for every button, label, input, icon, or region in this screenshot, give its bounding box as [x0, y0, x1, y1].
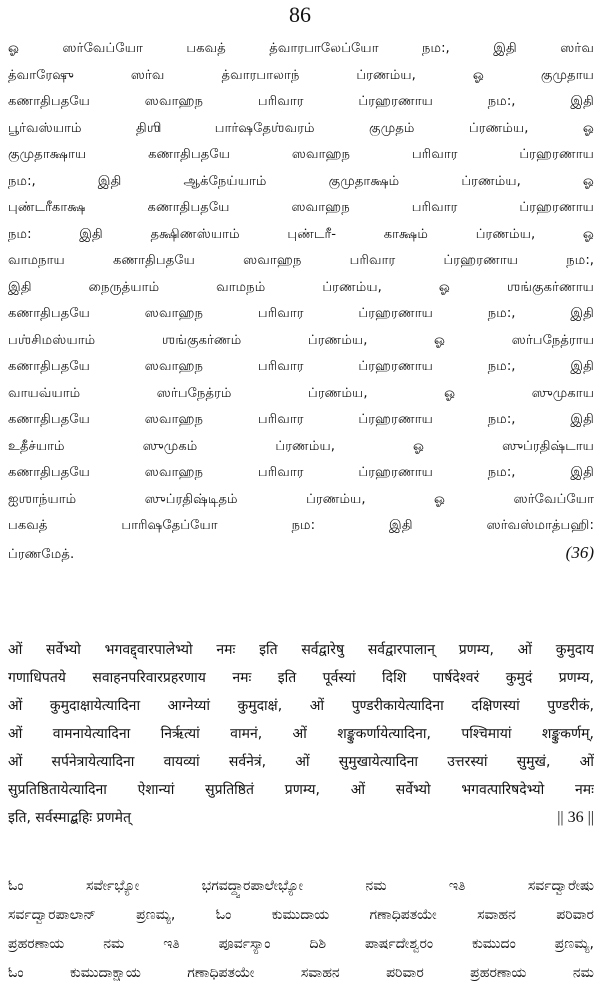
text-line: உதீச்யாம் ஸுமுகம் ப்ரணம்ய, ஓ ஸுப்ரதிஷ்டாய	[8, 438, 594, 454]
text-line: ओं सर्वेभ्यो भगवद्द्वारपालेभ्यो नमः इति सर्वद्वारेषु सर्वद्वारपालान् प्रणम्य, ओं कुमुदाय	[8, 642, 594, 658]
page-number: 86	[289, 2, 311, 27]
text-line-final	[8, 540, 594, 569]
text-line: பஶ்சிமஸ்யாம் ஶங்குகர்ணம் ப்ரணம்ய, ஓ ஸர்பநேத்ராய	[8, 332, 594, 348]
text-line: ಓಂ ಕುಮುದಾಕ್ಷಾಯ ಗಣಾಧಿಪತಯೇ ಸವಾಹನ ಪರಿವಾರ ಪ್ರಹರಣಾಯ ನಮ	[8, 965, 594, 981]
text-line: கணாதிபதயே ஸவாஹந பரிவார ப்ரஹரணாய நம:, இதி	[8, 94, 594, 109]
text-line: ओं सर्पनेत्रायेत्यादिना वायव्यां सर्वनेत्रं, ओं सुमुखायेत्यादिना उत्तरस्यां सुमुखं, ओं	[8, 754, 594, 770]
final-line-text: ப்ரணமேத்.	[8, 546, 75, 562]
kannada-transliteration	[8, 872, 594, 988]
text-line: நம: இதி தக்ஷிணஸ்யாம் புண்டரீ- காக்ஷம் ப்ரணம்ய, ஓ	[8, 226, 594, 242]
text-line: பூர்வஸ்யாம் திஶி பார்ஷதேஶ்வரம் குமுதம் ப்ரணம்ய, ஓ	[8, 120, 594, 136]
text-line: கணாதிபதயே ஸவாஹந பரிவார ப்ரஹரணாய நம:, இதி	[8, 412, 594, 427]
text-line: ಪ್ರಹರಣಾಯ ನಮ ಇತಿ ಪೂರ್ವಸ್ಯಾಂ ದಿಶಿ ಪಾರ್ಷದೇಶ್ವರಂ ಕುಮುದಂ ಪ್ರಣಮ್ಯ,	[8, 936, 594, 952]
text-line: இதி நைருத்யாம் வாமநம் ப்ரணம்ய, ஓ ஶங்குகர்ணாய	[8, 279, 594, 295]
text-line: கணாதிபதயே ஸவாஹந பரிவார ப்ரஹரணாய நம:, இதி	[8, 306, 594, 321]
text-line: ஓ ஸர்வேப்யோ பகவத் த்வாரபாலேப்யோ நம:, இதி ஸர்வ	[8, 41, 594, 56]
text-line: ओं वामनायेत्यादिना निर्ऋत्यां वामनं, ओं शङ्कुकर्णायेत्यादिना, पश्चिमायां शङ्कुकर्णम्,	[8, 726, 594, 742]
text-line: வாமநாய கணாதிபதயே ஸவாஹந பரிவார ப்ரஹரணாய நம:,	[8, 253, 594, 268]
text-line: ஐஶாந்யாம் ஸுப்ரதிஷ்டிதம் ப்ரணம்ய, ஓ ஸர்வேப்யோ	[8, 491, 594, 507]
sanskrit-devanagari-text	[8, 636, 594, 832]
text-line: ಸರ್ವದ್ವಾರಪಾಲಾನ್ ಪ್ರಣಮ್ಯ, ಓಂ ಕುಮುದಾಯ ಗಣಾಧಿಪತಯೇ ಸವಾಹನ ಪರಿವಾರ	[8, 907, 594, 923]
tamil-transliteration	[8, 36, 594, 568]
verse-number: || 36 ||	[557, 809, 594, 826]
final-line-text: इति, सर्वस्माद्बहिः प्रणमेत्	[8, 810, 131, 826]
text-line: ओं कुमुदाक्षायेत्यादिना आग्नेय्यां कुमुदाक्षं, ओं पुण्डरीकायेत्यादिना दक्षिणस्यां पुण्डरीकं,	[8, 698, 594, 714]
text-line: गणाधिपतये सवाहनपरिवारप्रहरणाय नमः इति पूर्वस्यां दिशि पार्षदेश्वरं कुमुदं प्रणम्य,	[8, 670, 594, 686]
text-line-final	[8, 804, 594, 832]
text-line: ಓಂ ಸರ್ವೇಭ್ಯೋ ಭಗವದ್ದ್ವಾರಪಾಲೇಭ್ಯೋ ನಮ ಇತಿ ಸರ್ವದ್ವಾರೇಷು	[8, 878, 594, 894]
text-line: குமுதாக்ஷாய கணாதிபதயே ஸவாஹந பரிவார ப்ரஹரணாய	[8, 147, 594, 162]
text-line: வாயவ்யாம் ஸர்பநேத்ரம் ப்ரணம்ய, ஓ ஸுமுகாய	[8, 385, 594, 401]
text-line: सुप्रतिष्ठितायेत्यादिना ऐशान्यां सुप्रतिष्ठितं प्रणम्य, ओं सर्वेभ्यो भगवत्पारिषदेभ्यो नमः	[8, 782, 594, 798]
text-line: கணாதிபதயே ஸவாஹந பரிவார ப்ரஹரணாய நம:, இதி	[8, 359, 594, 374]
text-line: புண்டரீகாக்ஷ கணாதிபதயே ஸவாஹந பரிவார ப்ரஹரணாய	[8, 200, 594, 215]
text-line: நம:, இதி ஆக்நேய்யாம் குமுதாக்ஷம் ப்ரணம்ய, ஓ	[8, 173, 594, 189]
verse-number: (36)	[565, 542, 594, 562]
text-line: த்வாரேஷு ஸர்வ த்வாரபாலாந் ப்ரணம்ய, ஓ குமுதாய	[8, 67, 594, 83]
text-line: கணாதிபதயே ஸவாஹந பரிவார ப்ரஹரணாய நம:, இதி	[8, 465, 594, 480]
text-line: பகவத் பாரிஷதேப்யோ நம: இதி ஸர்வஸ்மாத்பஹி:	[8, 518, 594, 533]
